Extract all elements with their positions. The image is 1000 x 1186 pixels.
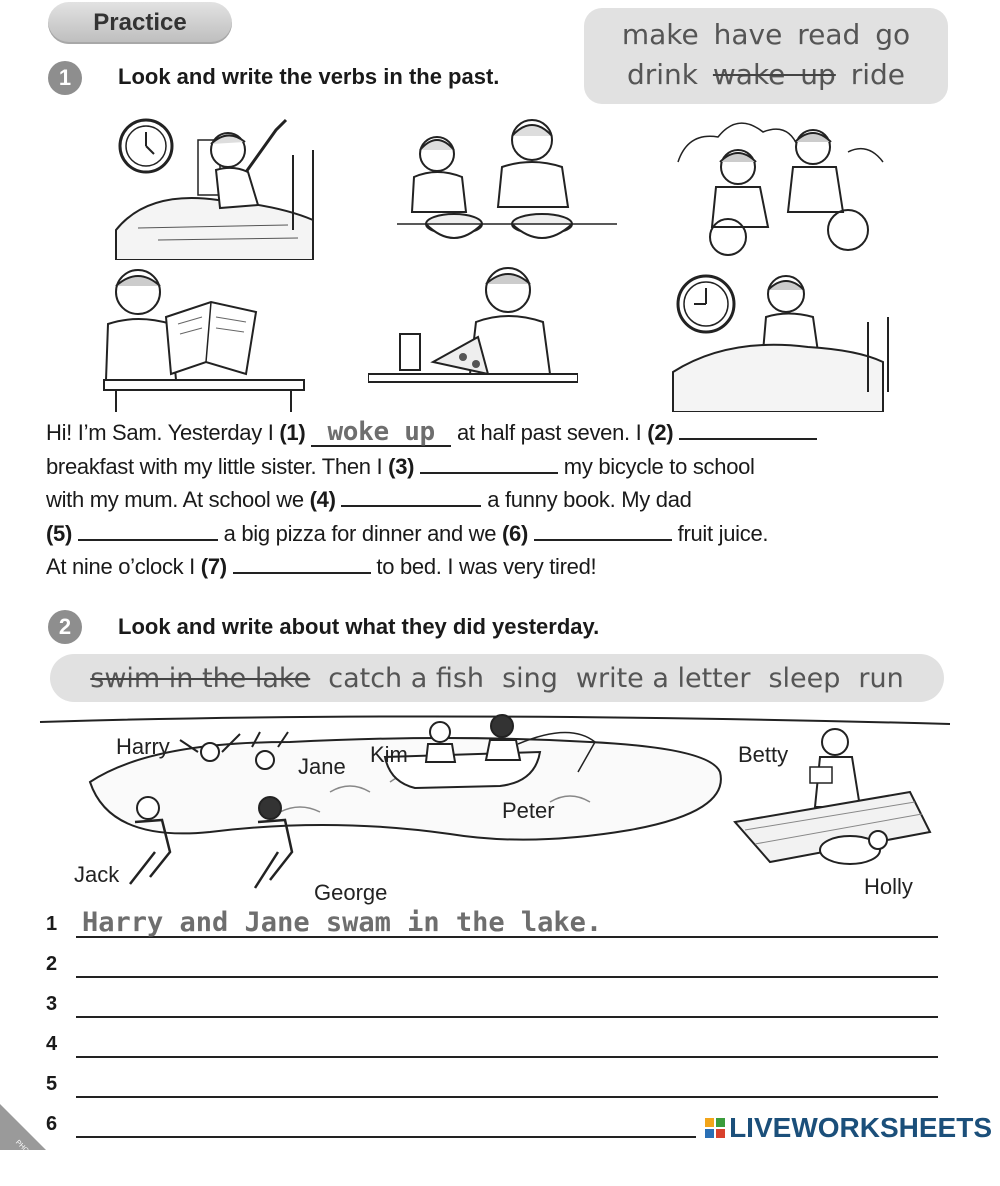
answer-text: Harry and Jane swam in the lake. [82,907,603,938]
answer-line-1[interactable] [46,898,938,938]
paragraph-line-4 [46,517,946,551]
name-kim: Kim [370,742,408,767]
paragraph-line-5 [46,550,946,584]
blank-number: (6) [502,520,529,546]
blank-number: (7) [200,554,227,579]
word-wake-up-crossed: wake up [712,58,836,91]
text-segment: a funny book. My dad [487,487,692,512]
answer-line-3[interactable] [46,978,938,1018]
photocopiable-text: PHOTOCOPIABLE [14,1139,62,1186]
section2-title: Look and write about what they did yesterday. [118,614,600,639]
word-catch-a-fish: catch a fish [328,662,485,694]
text-segment: a big pizza for dinner and we [223,520,497,546]
text-segment: breakfast with my little sister. Then I [46,453,383,479]
text-segment: my bicycle to school [563,453,755,479]
answer-blank-2[interactable] [679,416,817,440]
word-run: run [858,662,904,694]
word-write-a-letter: write a letter [575,662,751,694]
text-segment: Hi! I’m Sam. Yesterday I [46,420,274,445]
verb-word-box-line1 [584,18,948,51]
paragraph-line-3 [46,483,946,517]
text-segment: fruit juice. [677,520,769,546]
liveworksheets-logo[interactable] [705,1112,992,1144]
blank-number: (5) [46,520,72,546]
line-number: 2 [46,953,58,975]
word-sing: sing [502,662,558,694]
practice-tab: Practice [48,2,232,44]
answer-line-4[interactable] [46,1018,938,1058]
section2-number-badge: 2 [48,610,82,644]
line-number: 6 [46,1113,58,1135]
reading-illustration [96,262,312,412]
blank-number: (1) [279,420,306,445]
breakfast-illustration [392,112,622,254]
text-segment: At nine o’clock I [46,554,195,579]
answer-blank-5[interactable] [78,517,218,541]
cycling-illustration [668,112,890,257]
name-peter: Peter [502,798,555,823]
picture-boy-reading [96,262,312,412]
verb-word-box-line2 [584,58,948,91]
answer-line-5[interactable] [46,1058,938,1098]
answer-blank-3[interactable] [420,450,558,474]
logo-icon [705,1118,725,1138]
answer-blank-1[interactable]: woke up [311,419,451,447]
word-make: make [621,18,699,51]
name-george: George [314,880,388,905]
blank-number: (2) [647,420,674,445]
name-holly: Holly [864,874,913,899]
bed-illustration [668,262,894,412]
line-number: 1 [46,913,58,935]
name-harry: Harry [116,734,170,759]
word-drink: drink [626,58,698,91]
answer-line-6[interactable] [46,1098,696,1138]
line-number: 4 [46,1033,58,1055]
line-rule [76,1136,696,1138]
line-number: 5 [46,1073,58,1095]
answer-line-2[interactable] [46,938,938,978]
text-segment: to bed. I was very tired! [376,554,597,579]
word-sleep: sleep [768,662,841,694]
word-ride: ride [850,58,906,91]
section1-title: Look and write the verbs in the past. [118,64,500,89]
word-swim-in-the-lake-crossed: swim in the lake [90,662,311,694]
story-paragraph [46,416,946,584]
line-number: 3 [46,993,58,1015]
text-segment: with my mum. At school we [46,487,304,512]
text-segment: at half past seven. I [457,420,642,445]
boy-waking-up-illustration [108,110,328,260]
paragraph-line-1 [46,416,946,450]
name-betty: Betty [738,742,789,767]
pizza-illustration [368,262,578,412]
picture-cycling [668,112,890,257]
answer-blank-4[interactable] [341,483,481,507]
logo-text: LIVEWORKSHEETS [729,1112,992,1143]
name-jane: Jane [298,754,346,779]
picture-boy-waking-up [108,110,328,260]
picture-boy-going-to-bed [668,262,894,412]
blank-number: (3) [388,453,415,479]
lake-scene [30,712,970,908]
word-go: go [875,18,911,51]
lake-scene-illustration [30,712,970,908]
blank-number: (4) [309,487,336,512]
paragraph-line-2 [46,450,946,484]
picture-children-eating-breakfast [392,112,622,254]
picture-boy-eating-pizza [368,262,578,412]
answer-blank-7[interactable] [233,550,371,574]
answer-blank-6[interactable] [534,517,672,541]
verb-word-box [584,8,948,104]
name-jack: Jack [74,862,120,887]
word-have: have [713,18,783,51]
activity-word-box [50,654,944,702]
word-read: read [797,18,861,51]
section1-number-badge: 1 [48,61,82,95]
